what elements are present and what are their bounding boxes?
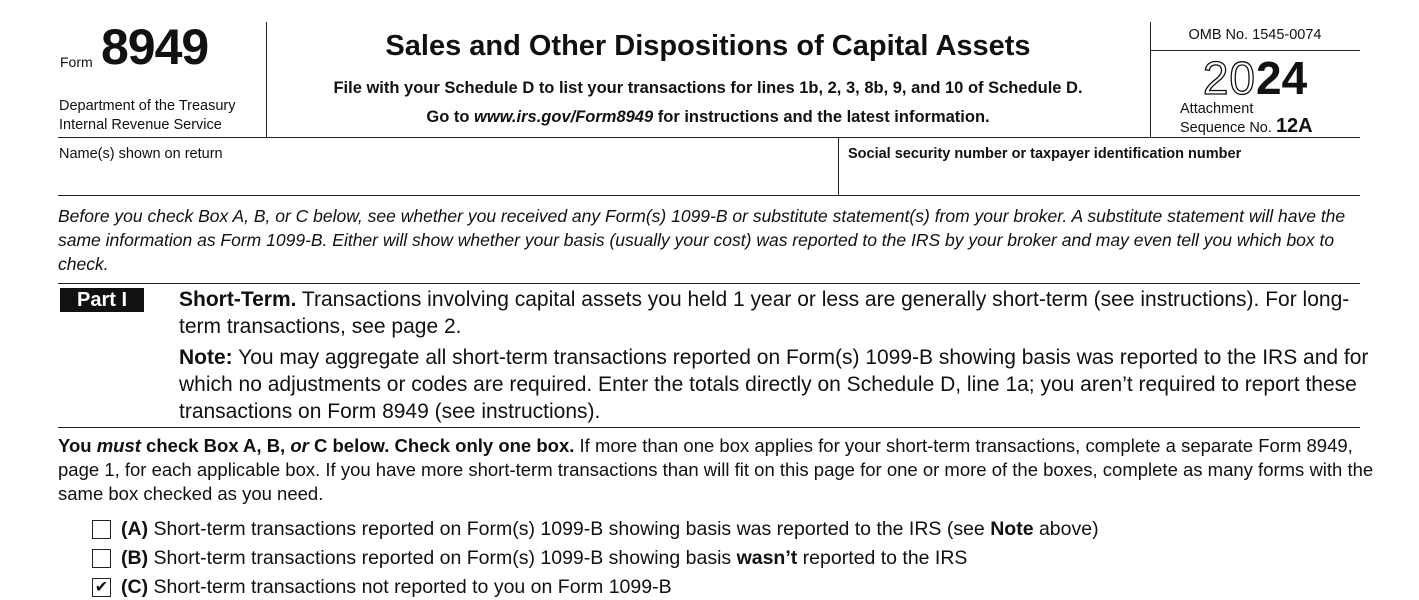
box-b-row xyxy=(92,545,967,571)
omb-divider xyxy=(1150,50,1360,51)
box-a-checkbox[interactable] xyxy=(92,520,111,539)
must-or: or xyxy=(290,435,309,456)
box-a-text: Short-term transactions reported on Form(s) 1099-B showing basis was reported to the IRS (see xyxy=(148,517,991,540)
box-c-text: Short-term transactions not reported to you on Form 1099-B xyxy=(148,575,672,598)
part-top-rule xyxy=(58,283,1360,284)
tax-year xyxy=(1150,53,1360,103)
name-field-label: Name(s) shown on return xyxy=(59,146,223,162)
name-ssn-divider xyxy=(838,138,839,195)
must-3: C below. Check only one box. xyxy=(308,435,575,456)
sequence-number: 12A xyxy=(1275,115,1313,137)
form-title: Sales and Other Dispositions of Capital Assets xyxy=(385,30,1031,62)
box-c-label: (C) xyxy=(121,575,149,598)
attachment-sequence xyxy=(1180,101,1313,137)
dept-line-2: Internal Revenue Service xyxy=(59,117,222,133)
dept-line-1: Department of the Treasury xyxy=(59,98,236,114)
box-a-text-end: above) xyxy=(1033,517,1099,540)
attachment-label: Attachment xyxy=(1180,101,1254,117)
must-emphasis: must xyxy=(96,435,141,456)
sequence-label: Sequence No. xyxy=(1180,120,1276,136)
part-bottom-rule xyxy=(58,427,1360,428)
header-bottom-rule xyxy=(58,137,1360,138)
part-text: Transactions involving capital assets you held 1 year or less are generally short-term (see instructions). For long-term transactions, see page 2. xyxy=(179,288,1350,338)
part-description xyxy=(179,286,1379,340)
header-divider-left xyxy=(266,22,267,137)
must-1: You xyxy=(58,435,97,456)
box-a-bold: Note xyxy=(990,517,1034,540)
box-c-row xyxy=(92,574,672,600)
part-heading: Short-Term. xyxy=(179,288,297,311)
note-label: Note: xyxy=(179,346,233,369)
must-2: check Box A, B, xyxy=(140,435,291,456)
year-outline: 20 xyxy=(1202,52,1256,104)
part-note xyxy=(179,344,1379,425)
must-text: If more than one box applies for your short-term transactions, complete a separate Form 8949, page 1, for each applicable box. If you have more short-term transactions than will fit on this page for one or more of the boxes, complete as many forms with the same box checked as you need. xyxy=(58,435,1374,504)
check-instructions xyxy=(58,434,1388,506)
note-text: You may aggregate all short-term transactions reported on Form(s) 1099-B showing basis was reported to the IRS and for which no adjustments or codes are required. Enter the totals directly on Schedule D, line 1a; you aren’t required to report these transactions on Form 8949 (see instructions). xyxy=(179,346,1369,423)
box-b-text-end: reported to the IRS xyxy=(797,546,968,569)
intro-instructions: Before you check Box A, B, or C below, see whether you received any Form(s) 1099-B or substitute statement(s) from your broker. A substitute statement will have the same information as Form 1099-B. Either will show whether your basis (usually your cost) was reported to the IRS by your broker and may even tell you which box to check. xyxy=(58,206,1346,274)
form-subtitle-1: File with your Schedule D to list your transactions for lines 1b, 2, 3, 8b, 9, and 10 of Schedule D. xyxy=(333,79,1083,97)
form-subtitle-2 xyxy=(268,108,1148,127)
part-badge: Part I xyxy=(60,288,144,312)
box-b-bold: wasn’t xyxy=(736,546,798,569)
subtitle-2-suffix: for instructions and the latest information. xyxy=(653,108,990,126)
name-field[interactable] xyxy=(58,165,838,193)
ssn-field-label: Social security number or taxpayer identification number xyxy=(848,146,1242,162)
name-row-bottom-rule xyxy=(58,195,1360,196)
ssn-field[interactable] xyxy=(846,165,1358,193)
omb-number: OMB No. 1545-0074 xyxy=(1188,27,1322,43)
box-a-row xyxy=(92,516,1099,542)
sequence-line xyxy=(1180,115,1313,137)
form-number: 8949 xyxy=(101,19,209,75)
box-b-checkbox[interactable] xyxy=(92,549,111,568)
year-bold: 24 xyxy=(1256,52,1308,104)
box-a-label: (A) xyxy=(121,517,149,540)
box-b-text: Short-term transactions reported on Form(s) 1099-B showing basis xyxy=(148,546,737,569)
subtitle-2-prefix: Go to xyxy=(426,108,475,126)
box-b-label: (B) xyxy=(121,546,149,569)
box-c-checkbox[interactable]: ✔ xyxy=(92,578,111,597)
form-label: Form xyxy=(60,54,93,70)
department xyxy=(59,97,236,135)
irs-url: www.irs.gov/Form8949 xyxy=(474,108,654,126)
